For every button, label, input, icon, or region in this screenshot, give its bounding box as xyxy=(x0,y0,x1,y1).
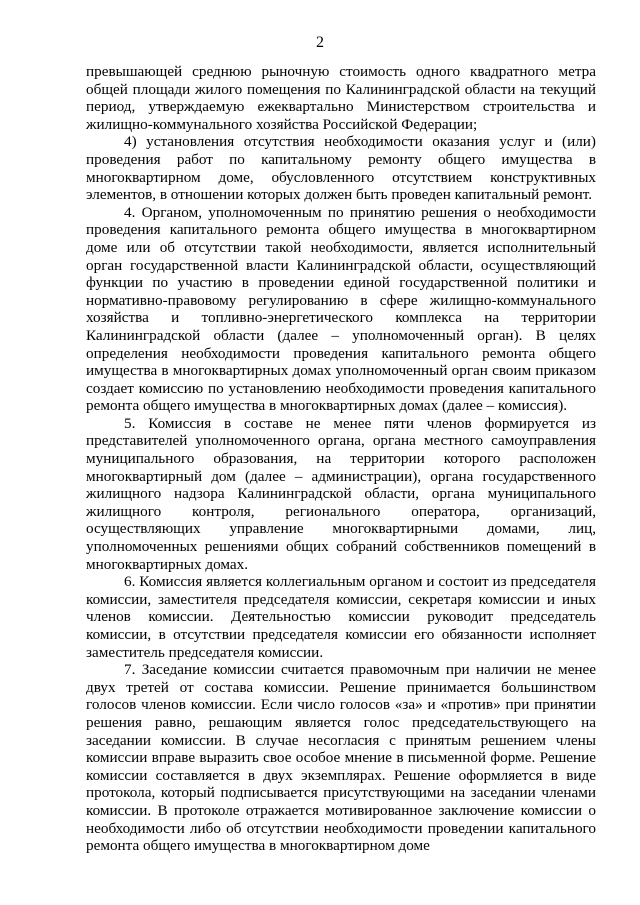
paragraph-section-7: 7. Заседание комиссии считается правомочным при наличии не менее двух третей от состава комиссии. Решение принимается большинством голосов членов комиссии. Если число голосов «за» и «против» при принятии решения равно, решающим является голос председательствующего на заседании комиссии. В случае несогласия с принятым решением члены комиссии вправе выразить свое особое мнение в письменной форме. Решение комиссии составляется в двух экземплярах. Решение оформляется в виде протокола, который подписывается присутствующими на заседании членами комиссии. В протоколе отражается мотивированное заключение комиссии о необходимости либо об отсутствии необходимости проведении капитального ремонта общего имущества в многоквартирном доме xyxy=(86,661,596,855)
paragraph-section-6: 6. Комиссия является коллегиальным органом и состоит из председателя комиссии, заместителя председателя комиссии, секретаря комиссии и иных членов комиссии. Деятельностью комиссии руководит председатель комиссии, в отсутствии председателя комиссии его обязанности исполняет заместитель председателя комиссии. xyxy=(86,573,596,661)
page-number: 2 xyxy=(316,34,324,51)
paragraph-item-4: 4) установления отсутствия необходимости оказания услуг и (или) проведения работ по капитальному ремонту общего имущества в многоквартирном доме, обусловленного отсутствием конструктивных элементов, в отношении которых должен быть проведен капитальный ремонт. xyxy=(86,133,596,204)
paragraph-section-4: 4. Органом, уполномоченным по принятию решения о необходимости проведения капитального ремонта общего имущества в многоквартирном доме или об отсутствии такой необходимости, является исполнительный орган государственной власти Калининградской области, осуществляющий функции по участию в проведении единой государственной политики и нормативно-правовому регулированию в сфере жилищно-коммунального хозяйства и топливно-энергетического комплекса на территории Калининградской области (далее – уполномоченный орган). В целях определения необходимости проведения капитального ремонта общего имущества в многоквартирных домах уполномоченный орган своим приказом создает комиссию по установлению необходимости проведения капитального ремонта общего имущества в многоквартирных домах (далее – комиссия). xyxy=(86,203,596,415)
paragraph-section-5: 5. Комиссия в составе не менее пяти членов формируется из представителей уполномоченного органа, органа местного самоуправления муниципального образования, на территории которого расположен многоквартирный дом (далее – администрации), органа государственного жилищного надзора Калининградской области, органа муниципального жилищного контроля, регионального оператора, организаций, осуществляющих управление многоквартирными домами, лиц, уполномоченных решениями общих собраний собственников помещений в многоквартирных домах. xyxy=(86,414,596,573)
paragraph-continuation: превышающей среднюю рыночную стоимость одного квадратного метра общей площади жилого помещения по Калининградской области на текущий период, утверждаемую ежеквартально Министерством строительства и жилищно-коммунального хозяйства Российской Федерации; xyxy=(86,63,596,133)
document-body xyxy=(86,63,596,855)
